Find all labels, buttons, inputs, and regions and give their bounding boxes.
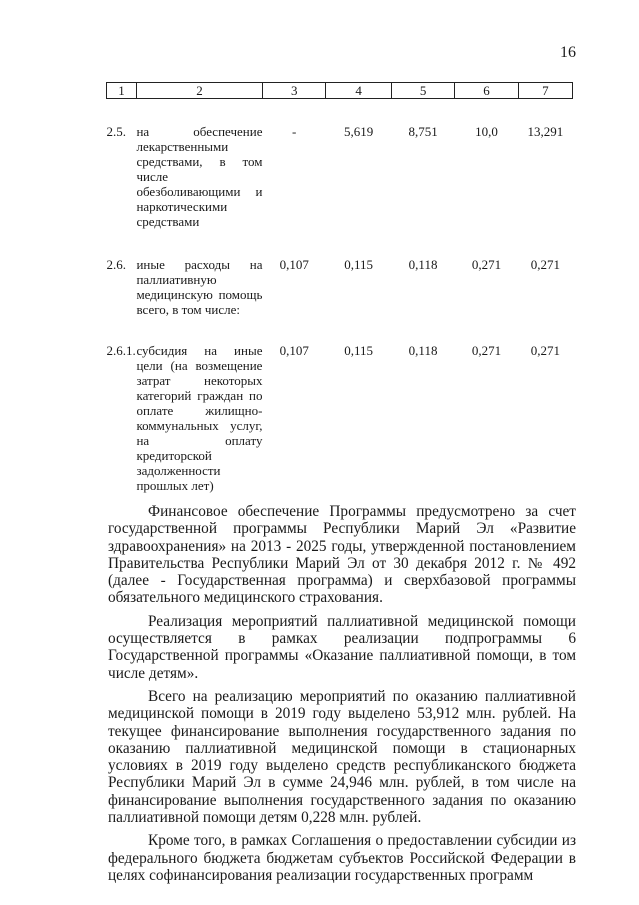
row-number: 2.5. [106, 124, 126, 139]
column-header: 5 [391, 83, 454, 99]
row-value: - [292, 124, 297, 139]
column-header: 1 [107, 83, 137, 99]
paragraph: Кроме того, в рамках Соглашения о предоставлении субсидии из федерального бюджета бюджетам субъектов Российской Федерации в целях софинансирования реализации государственных программ [108, 832, 576, 884]
table-row [107, 99, 573, 243]
paragraph: Финансовое обеспечение Программы предусмотрено за счет государственной программы Республики Марий Эл «Развитие здравоохранения» на 2013 - 2025 годы, утвержденной постановлением Правительства Республики Марий Эл от 30 декабря 2012 г. № 492 (далее - Государственная программа) и сверхбазовой программы обязательного медицинского страхования. [108, 503, 576, 607]
row-value: 8,751 [408, 124, 438, 139]
page-number: 16 [560, 44, 576, 61]
row-description: субсидия на иные цели (на возмещение затрат некоторых категорий граждан по оплате жилищно-коммунальных услуг, на оплату кредиторской задолженности прошлых лет) [136, 343, 263, 493]
column-header: 3 [262, 83, 325, 99]
row-value: 0,115 [344, 257, 374, 272]
body-text [108, 503, 576, 890]
row-description: на обеспечение лекарственными средствами, в том числе обезболивающими и наркотическими средствами [136, 124, 263, 229]
row-value: 0,271 [530, 343, 560, 358]
row-number: 2.6.1. [106, 343, 136, 358]
row-value: 5,619 [344, 124, 374, 139]
column-header: 7 [518, 83, 572, 99]
column-header: 4 [326, 83, 391, 99]
financing-table [106, 82, 573, 493]
row-number: 2.6. [106, 257, 126, 272]
column-header: 2 [136, 83, 262, 99]
row-value: 10,0 [475, 124, 498, 139]
column-header: 6 [455, 83, 518, 99]
row-value: 0,118 [408, 343, 438, 358]
row-value: 0,118 [408, 257, 438, 272]
row-value: 0,271 [471, 343, 502, 358]
row-value: 0,271 [471, 257, 502, 272]
row-value: 0,271 [530, 257, 560, 272]
row-value: 0,107 [279, 257, 309, 272]
row-description: иные расходы на паллиативную медицинскую помощь всего, в том числе: [136, 257, 263, 317]
paragraph: Реализация мероприятий паллиативной медицинской помощи осуществляется в рамках реализации подпрограммы 6 Государственной программы «Оказание паллиативной помощи, в том числе детям». [108, 612, 576, 682]
table-header-row [107, 83, 573, 99]
row-value: 0,107 [279, 343, 309, 358]
row-value: 0,115 [344, 343, 374, 358]
table-row [107, 242, 573, 330]
row-value: 13,291 [527, 124, 564, 139]
table-row [107, 330, 573, 493]
paragraph: Всего на реализацию мероприятий по оказанию паллиативной медицинской помощи в 2019 году выделено 53,912 млн. рублей. На текущее финансирование выполнения государственного задания по оказанию паллиативной медицинской помощи в стационарных условиях в 2019 году выделено средств республиканского бюджета Республики Марий Эл в сумме 24,946 млн. рублей, в том числе на финансирование выполнения государственного задания по оказанию паллиативной помощи детям 0,228 млн. рублей. [108, 687, 576, 827]
